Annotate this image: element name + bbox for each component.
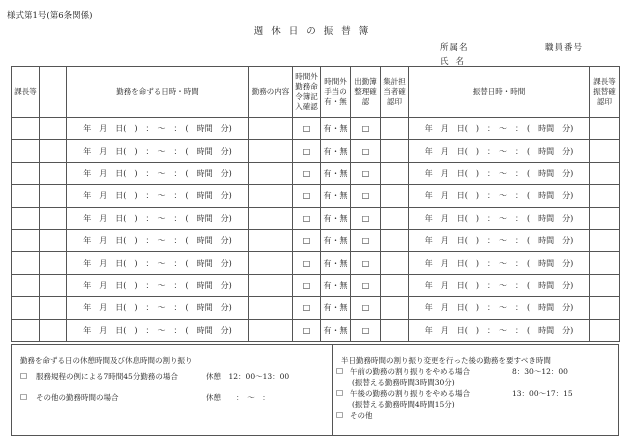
overtime-allowance-yes-no[interactable]: 有・無 <box>321 207 351 229</box>
overtime-confirm-checkbox[interactable]: □ <box>293 319 321 341</box>
attendance-confirm-checkbox[interactable]: □ <box>351 140 381 162</box>
cell-blank[interactable] <box>40 118 67 140</box>
cell-chief-transfer-seal[interactable] <box>590 207 620 229</box>
cell-aggregator-seal[interactable] <box>381 140 409 162</box>
attendance-confirm-checkbox[interactable]: □ <box>351 185 381 207</box>
cell-chief-seal[interactable] <box>12 319 40 341</box>
cell-transfer-datetime[interactable]: 年 月 日( ) ： ～ ： ( 時間 分) <box>409 140 590 162</box>
cell-work-content[interactable] <box>249 297 293 319</box>
col-aggregator-seal: 集計担当者確認印 <box>381 67 409 118</box>
overtime-confirm-checkbox[interactable]: □ <box>293 140 321 162</box>
cell-blank[interactable] <box>40 229 67 251</box>
cell-work-content[interactable] <box>249 229 293 251</box>
cell-order-datetime[interactable]: 年 月 日( ) ： ～ ： ( 時間 分) <box>67 229 249 251</box>
cell-work-content[interactable] <box>249 140 293 162</box>
right-item1-label: 午前の勤務の割り振りをやめる場合 <box>350 367 470 376</box>
cell-aggregator-seal[interactable] <box>381 207 409 229</box>
cell-chief-transfer-seal[interactable] <box>590 229 620 251</box>
cell-order-datetime[interactable]: 年 月 日( ) ： ～ ： ( 時間 分) <box>67 207 249 229</box>
right-item1-time: 8：30～12：00 <box>512 367 568 376</box>
cell-chief-seal[interactable] <box>12 229 40 251</box>
cell-aggregator-seal[interactable] <box>381 185 409 207</box>
cell-order-datetime[interactable]: 年 月 日( ) ： ～ ： ( 時間 分) <box>67 140 249 162</box>
cell-order-datetime[interactable]: 年 月 日( ) ： ～ ： ( 時間 分) <box>67 297 249 319</box>
transfer-register-table <box>11 66 620 342</box>
col-order-datetime: 勤務を命ずる日時・時間 <box>67 67 249 118</box>
cell-work-content[interactable] <box>249 185 293 207</box>
left-item1-checkbox[interactable]: □ <box>20 371 28 380</box>
cell-chief-seal[interactable] <box>12 297 40 319</box>
cell-blank[interactable] <box>40 252 67 274</box>
overtime-allowance-yes-no[interactable]: 有・無 <box>321 140 351 162</box>
col-overtime-allowance: 時間外手当の有・無 <box>321 67 351 118</box>
col-blank <box>40 67 67 118</box>
right-item3-checkbox[interactable]: □ <box>336 410 344 419</box>
cell-work-content[interactable] <box>249 207 293 229</box>
table-row <box>12 252 620 274</box>
col-chief: 課長等 <box>12 67 40 118</box>
table-row <box>12 140 620 162</box>
name-label: 氏名 <box>440 57 472 67</box>
table-row <box>12 118 620 140</box>
cell-work-content[interactable] <box>249 319 293 341</box>
attendance-confirm-checkbox[interactable]: □ <box>351 297 381 319</box>
overtime-confirm-checkbox[interactable]: □ <box>293 274 321 296</box>
cell-work-content[interactable] <box>249 118 293 140</box>
cell-aggregator-seal[interactable] <box>381 319 409 341</box>
attendance-confirm-checkbox[interactable]: □ <box>351 274 381 296</box>
cell-transfer-datetime[interactable]: 年 月 日( ) ： ～ ： ( 時間 分) <box>409 162 590 184</box>
cell-chief-seal[interactable] <box>12 162 40 184</box>
cell-chief-transfer-seal[interactable] <box>590 252 620 274</box>
cell-chief-transfer-seal[interactable] <box>590 297 620 319</box>
cell-blank[interactable] <box>40 274 67 296</box>
cell-blank[interactable] <box>40 297 67 319</box>
overtime-confirm-checkbox[interactable]: □ <box>293 297 321 319</box>
cell-chief-seal[interactable] <box>12 274 40 296</box>
cell-transfer-datetime[interactable]: 年 月 日( ) ： ～ ： ( 時間 分) <box>409 297 590 319</box>
left-item2-checkbox[interactable]: □ <box>20 392 28 401</box>
cell-chief-transfer-seal[interactable] <box>590 274 620 296</box>
cell-chief-transfer-seal[interactable] <box>590 118 620 140</box>
cell-transfer-datetime[interactable]: 年 月 日( ) ： ～ ： ( 時間 分) <box>409 185 590 207</box>
left-notes-heading: 勤務を命ずる日の休憩時間及び休息時間の割り振り <box>20 356 193 365</box>
col-attendance-confirm: 出勤簿整理確認 <box>351 67 381 118</box>
right-item2-checkbox[interactable]: □ <box>336 388 344 397</box>
overtime-confirm-checkbox[interactable]: □ <box>293 185 321 207</box>
cell-chief-transfer-seal[interactable] <box>590 319 620 341</box>
cell-transfer-datetime[interactable]: 年 月 日( ) ： ～ ： ( 時間 分) <box>409 274 590 296</box>
notes-divider <box>332 345 333 435</box>
cell-aggregator-seal[interactable] <box>381 297 409 319</box>
attendance-confirm-checkbox[interactable]: □ <box>351 319 381 341</box>
left-item2-label: その他の勤務時間の場合 <box>36 393 119 402</box>
col-overtime-confirm: 時間外勤務命令簿記入確認 <box>293 67 321 118</box>
attendance-confirm-checkbox[interactable]: □ <box>351 162 381 184</box>
cell-aggregator-seal[interactable] <box>381 274 409 296</box>
notes-box <box>11 344 619 436</box>
cell-blank[interactable] <box>40 162 67 184</box>
table-row <box>12 297 620 319</box>
overtime-confirm-checkbox[interactable]: □ <box>293 252 321 274</box>
right-item2-sub: (振替える勤務時間4時間15分) <box>352 400 455 409</box>
cell-aggregator-seal[interactable] <box>381 252 409 274</box>
table-row <box>12 162 620 184</box>
overtime-allowance-yes-no[interactable]: 有・無 <box>321 162 351 184</box>
cell-chief-seal[interactable] <box>12 185 40 207</box>
cell-chief-transfer-seal[interactable] <box>590 162 620 184</box>
overtime-allowance-yes-no[interactable]: 有・無 <box>321 229 351 251</box>
col-transfer-datetime: 振替日時・時間 <box>409 67 590 118</box>
table-row <box>12 319 620 341</box>
right-item2-time: 13：00～17：15 <box>512 389 573 398</box>
cell-aggregator-seal[interactable] <box>381 162 409 184</box>
attendance-confirm-checkbox[interactable]: □ <box>351 229 381 251</box>
cell-work-content[interactable] <box>249 274 293 296</box>
overtime-confirm-checkbox[interactable]: □ <box>293 118 321 140</box>
cell-blank[interactable] <box>40 185 67 207</box>
table-header-row <box>12 67 620 118</box>
overtime-allowance-yes-no[interactable]: 有・無 <box>321 274 351 296</box>
cell-blank[interactable] <box>40 140 67 162</box>
attendance-confirm-checkbox[interactable]: □ <box>351 118 381 140</box>
right-item2-label: 午後の勤務の割り振りをやめる場合 <box>350 389 470 398</box>
cell-chief-seal[interactable] <box>12 140 40 162</box>
col-work-content: 勤務の内容 <box>249 67 293 118</box>
cell-blank[interactable] <box>40 207 67 229</box>
cell-chief-seal[interactable] <box>12 207 40 229</box>
overtime-allowance-yes-no[interactable]: 有・無 <box>321 185 351 207</box>
overtime-allowance-yes-no[interactable]: 有・無 <box>321 118 351 140</box>
cell-order-datetime[interactable]: 年 月 日( ) ： ～ ： ( 時間 分) <box>67 274 249 296</box>
cell-chief-seal[interactable] <box>12 252 40 274</box>
attendance-confirm-checkbox[interactable]: □ <box>351 207 381 229</box>
right-item1-sub: (振替える勤務時間3時間30分) <box>352 378 455 387</box>
cell-order-datetime[interactable]: 年 月 日( ) ： ～ ： ( 時間 分) <box>67 185 249 207</box>
col-chief-transfer-seal: 課長等振替確認印 <box>590 67 620 118</box>
employee-number-label: 職員番号 <box>545 43 584 53</box>
left-item1-label: 服務規程の例による7時間45分勤務の場合 <box>36 372 178 381</box>
attendance-confirm-checkbox[interactable]: □ <box>351 252 381 274</box>
cell-transfer-datetime[interactable]: 年 月 日( ) ： ～ ： ( 時間 分) <box>409 319 590 341</box>
table-row <box>12 207 620 229</box>
overtime-confirm-checkbox[interactable]: □ <box>293 229 321 251</box>
left-item1-break: 休憩 12：00～13：00 <box>206 372 290 381</box>
cell-transfer-datetime[interactable]: 年 月 日( ) ： ～ ： ( 時間 分) <box>409 229 590 251</box>
overtime-confirm-checkbox[interactable]: □ <box>293 207 321 229</box>
cell-order-datetime[interactable]: 年 月 日( ) ： ～ ： ( 時間 分) <box>67 118 249 140</box>
overtime-allowance-yes-no[interactable]: 有・無 <box>321 319 351 341</box>
right-item1-checkbox[interactable]: □ <box>336 366 344 375</box>
cell-chief-transfer-seal[interactable] <box>590 185 620 207</box>
overtime-allowance-yes-no[interactable]: 有・無 <box>321 297 351 319</box>
right-item3-label: その他 <box>350 411 373 420</box>
left-item2-break: 休憩 ： ～ ： <box>206 393 270 402</box>
cell-order-datetime[interactable]: 年 月 日( ) ： ～ ： ( 時間 分) <box>67 319 249 341</box>
right-notes-heading: 半日勤務時間の割り振り変更を行った後の勤務を要すべき時間 <box>341 356 551 365</box>
cell-aggregator-seal[interactable] <box>381 229 409 251</box>
table-row <box>12 229 620 251</box>
overtime-confirm-checkbox[interactable]: □ <box>293 162 321 184</box>
cell-transfer-datetime[interactable]: 年 月 日( ) ： ～ ： ( 時間 分) <box>409 207 590 229</box>
cell-blank[interactable] <box>40 319 67 341</box>
cell-chief-transfer-seal[interactable] <box>590 140 620 162</box>
cell-order-datetime[interactable]: 年 月 日( ) ： ～ ： ( 時間 分) <box>67 252 249 274</box>
cell-order-datetime[interactable]: 年 月 日( ) ： ～ ： ( 時間 分) <box>67 162 249 184</box>
cell-transfer-datetime[interactable]: 年 月 日( ) ： ～ ： ( 時間 分) <box>409 118 590 140</box>
cell-work-content[interactable] <box>249 252 293 274</box>
overtime-allowance-yes-no[interactable]: 有・無 <box>321 252 351 274</box>
cell-transfer-datetime[interactable]: 年 月 日( ) ： ～ ： ( 時間 分) <box>409 252 590 274</box>
cell-work-content[interactable] <box>249 162 293 184</box>
table-row <box>12 185 620 207</box>
cell-chief-seal[interactable] <box>12 118 40 140</box>
form-number: 様式第1号(第6条関係) <box>7 11 93 21</box>
department-label: 所属名 <box>440 43 469 53</box>
table-row <box>12 274 620 296</box>
cell-aggregator-seal[interactable] <box>381 118 409 140</box>
page-title: 週休日の振替簿 <box>253 26 377 37</box>
